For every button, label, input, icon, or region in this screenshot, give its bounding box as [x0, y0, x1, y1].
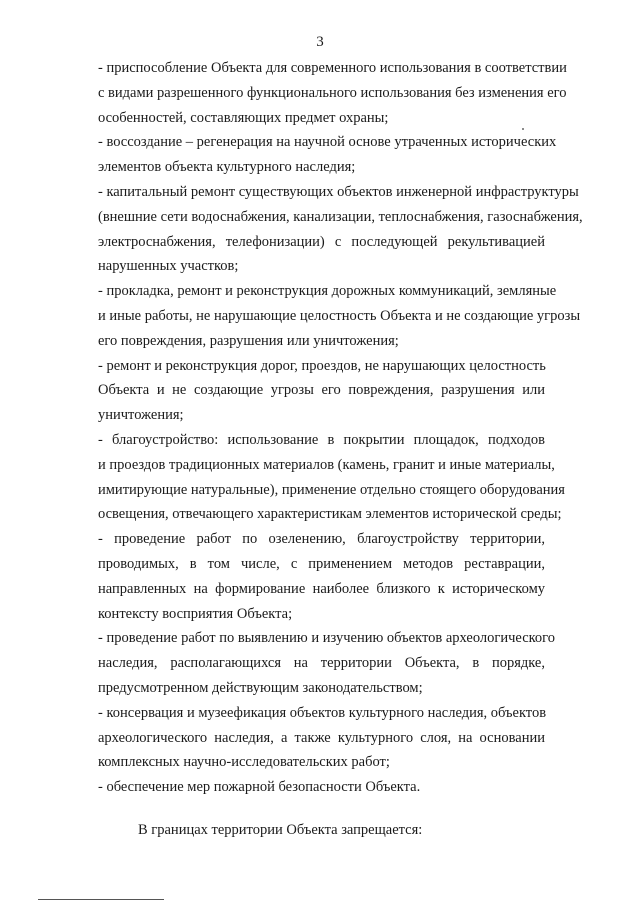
list-item	[98, 626, 556, 700]
text-line: имитирующие натуральные), применение отдельно стоящего оборудования	[98, 481, 565, 498]
text-line: - ремонт и реконструкция дорог, проездов, не нарушающих целостность	[98, 357, 546, 374]
text-line: - воссоздание – регенерация на научной основе утраченных исторических	[98, 134, 557, 151]
final-paragraph: В границах территории Объекта запрещается:	[138, 822, 423, 838]
text-line: и проездов традиционных материалов (камень, гранит и иные материалы,	[98, 456, 555, 473]
text-line: и иные работы, не нарушающие целостность Объекта и не создающие угрозы	[98, 307, 581, 324]
list-item	[98, 180, 583, 279]
list-item	[98, 701, 545, 775]
page-number: 3	[316, 34, 324, 50]
text-line: комплексных научно-исследовательских работ;	[98, 754, 390, 771]
text-line: наследия, располагающихся на территории Объекта, в порядке,	[98, 655, 545, 672]
text-line: освещения, отвечающего характеристикам элементов исторической среды;	[98, 506, 562, 523]
list-item	[98, 56, 567, 130]
text-line: контексту восприятия Объекта;	[98, 605, 293, 622]
text-line: с видами разрешенного функционального использования без изменения его	[98, 84, 567, 101]
text-line: предусмотренном действующим законодательством;	[98, 679, 423, 696]
text-line: - приспособление Объекта для современного использования в соответствии	[98, 60, 567, 76]
text-line: направленных на формирование наиболее близкого к историческому	[98, 580, 545, 597]
list-item	[98, 354, 545, 428]
text-line: - благоустройство: использование в покрытии площадок, подходов	[98, 431, 545, 448]
text-line: - прокладка, ремонт и реконструкция дорожных коммуникаций, земляные	[98, 283, 557, 300]
text-line: - проведение работ по выявлению и изучению объектов археологического	[98, 630, 556, 647]
text-line: его повреждения, разрушения или уничтожения;	[98, 332, 399, 349]
text-line: - обеспечение мер пожарной безопасности Объекта.	[98, 779, 421, 796]
text-line: археологического наследия, а также культурного слоя, на основании	[98, 729, 545, 746]
document-body	[98, 56, 583, 800]
text-line: уничтожения;	[98, 407, 184, 424]
list-item	[98, 130, 557, 180]
text-line: нарушенных участков;	[98, 258, 239, 275]
text-line: - капитальный ремонт существующих объектов инженерной инфраструктуры	[98, 183, 579, 200]
list-item	[98, 279, 581, 353]
text-line: Объекта и не создающие угрозы его повреждения, разрушения или	[98, 382, 545, 399]
list-item	[98, 428, 565, 527]
text-line: (внешние сети водоснабжения, канализации, теплоснабжения, газоснабжения,	[98, 208, 583, 225]
text-line: элементов объекта культурного наследия;	[98, 159, 356, 176]
footer-rule	[38, 899, 164, 900]
text-line: - проведение работ по озеленению, благоустройству территории,	[98, 531, 545, 548]
text-line: - консервация и музеефикация объектов культурного наследия, объектов	[98, 704, 547, 721]
text-line: особенностей, составляющих предмет охраны;	[98, 109, 389, 126]
text-line: электроснабжения, телефонизации) с последующей рекультивацией	[98, 233, 545, 250]
list-item	[98, 527, 545, 626]
list-item	[98, 775, 545, 800]
text-line: проводимых, в том числе, с применением методов реставрации,	[98, 555, 545, 572]
